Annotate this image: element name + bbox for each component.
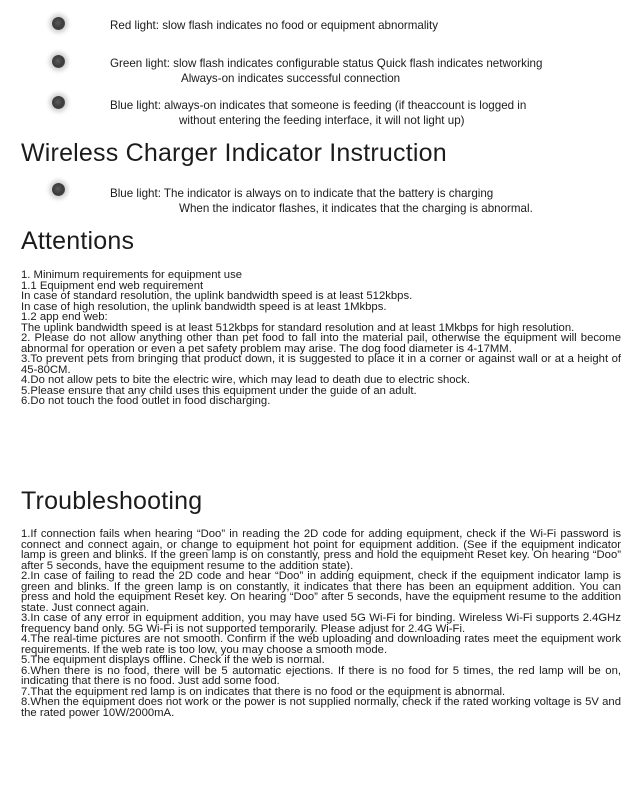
blue-light-text — [110, 98, 526, 128]
charger-blue-light-dot-icon — [52, 183, 65, 196]
red-light-line1: Red light: slow flash indicates no food or equipment abnormality — [110, 19, 439, 32]
troubleshooting-item: 6.When there is no food, there will be 5 automatic ejections. If there is no food for 5 times, the red lamp will be on, indicating that there is no food. Just add some food. — [21, 664, 621, 687]
attention-item: 3.To prevent pets from bringing that product down, it is suggested to place it in a corner or against wall or at a height of 45-80CM. — [21, 353, 621, 376]
attentions-body — [21, 270, 621, 407]
charger-line2: When the indicator flashes, it indicates that the charging is abnormal. — [179, 202, 533, 215]
attention-item: 6.Do not touch the food outlet in food discharging. — [21, 395, 271, 407]
charger-section-title: Wireless Charger Indicator Instruction — [21, 139, 447, 167]
charger-indicator-text — [110, 186, 533, 216]
troubleshooting-item: 3.In case of any error in equipment addition, you may have used 5G Wi-Fi for binding. Wireless Wi-Fi supports 2.4GHz frequency band only. 5G Wi-Fi is not supported temporarily. Please adjust for 2.4G Wi-Fi. — [21, 612, 621, 635]
blue-light-line2: without entering the feeding interface, it will not light up) — [179, 114, 465, 127]
attentions-title: Attentions — [21, 227, 135, 255]
attention-item: 1.2 app end web: — [21, 311, 108, 323]
green-light-line1: Green light: slow flash indicates configurable status Quick flash indicates networking — [110, 57, 543, 70]
red-light-text — [110, 18, 438, 33]
blue-light-dot-icon — [52, 96, 65, 109]
troubleshooting-item: 5.The equipment displays offline. Check if the web is normal. — [21, 654, 325, 666]
attention-item: 4.Do not allow pets to bite the electric wire, which may lead to death due to electric shock. — [21, 374, 470, 386]
green-light-dot-icon — [52, 55, 65, 68]
attention-item: 5.Please ensure that any child uses this equipment under the guide of an adult. — [21, 384, 417, 397]
green-light-line2: Always-on indicates successful connection — [181, 72, 401, 85]
troubleshooting-item: 4.The real-time pictures are not smooth. Confirm if the web uploading and downloading rates meet the equipment work requirements. If the web rate is too low, you may choose a smooth mode. — [21, 633, 621, 656]
red-light-dot-icon — [52, 17, 65, 30]
troubleshooting-item: 1.If connection fails when hearing “Doo” in reading the 2D code for adding equipment, check if the Wi-Fi password is connect and connect again, or change to equipment hot point for equipment addition. (See if the equipment indicator lamp is green and blinks. If the green lamp is on constantly, press and hold the equipment Reset key. On hearing “Doo” after 5 seconds, have the equipment resume to the addition state). — [21, 528, 621, 572]
troubleshooting-title: Troubleshooting — [21, 487, 203, 515]
troubleshooting-body — [21, 529, 621, 718]
troubleshooting-item: 7.That the equipment red lamp is on indicates that there is no food or the equipment is abnormal. — [21, 685, 506, 698]
charger-line1: Blue light: The indicator is always on to indicate that the battery is charging — [110, 187, 494, 200]
attention-item: The uplink bandwidth speed is at least 512kbps for standard resolution and at least 1Mkbps for high resolution. — [21, 321, 575, 334]
attention-item: 2. Please do not allow anything other than pet food to fall into the material pail, otherwise the equipment will become abnormal for operation or even a pet safety problem may arise. The dog food diameter is 4-17MM. — [21, 332, 621, 355]
attention-item: In case of standard resolution, the uplink bandwidth speed is at least 512kbps. — [21, 290, 413, 302]
attention-item: 1.1 Equipment end web requirement — [21, 279, 204, 292]
troubleshooting-item: 8.When the equipment does not work or the power is not supplied normally, check if the rated working voltage is 5V and the rated power 10W/2000mA. — [21, 696, 621, 719]
blue-light-line1: Blue light: always-on indicates that someone is feeding (if theaccount is logged in — [110, 99, 527, 112]
attention-item: 1. Minimum requirements for equipment use — [21, 269, 243, 281]
green-light-text — [110, 56, 542, 86]
attention-item: In case of high resolution, the uplink bandwidth speed is at least 1Mkbps. — [21, 300, 387, 313]
troubleshooting-item: 2.In case of failing to read the 2D code and hear “Doo” in adding equipment, check if the equipment indicator lamp is green and blinks. If the green lamp is on constantly, it indicates that there has been an equipment addition. You can press and hold the equipment Reset key. On hearing “Doo” after 5 seconds, have the equipment resume to the addition state. Just connect again. — [21, 570, 621, 614]
